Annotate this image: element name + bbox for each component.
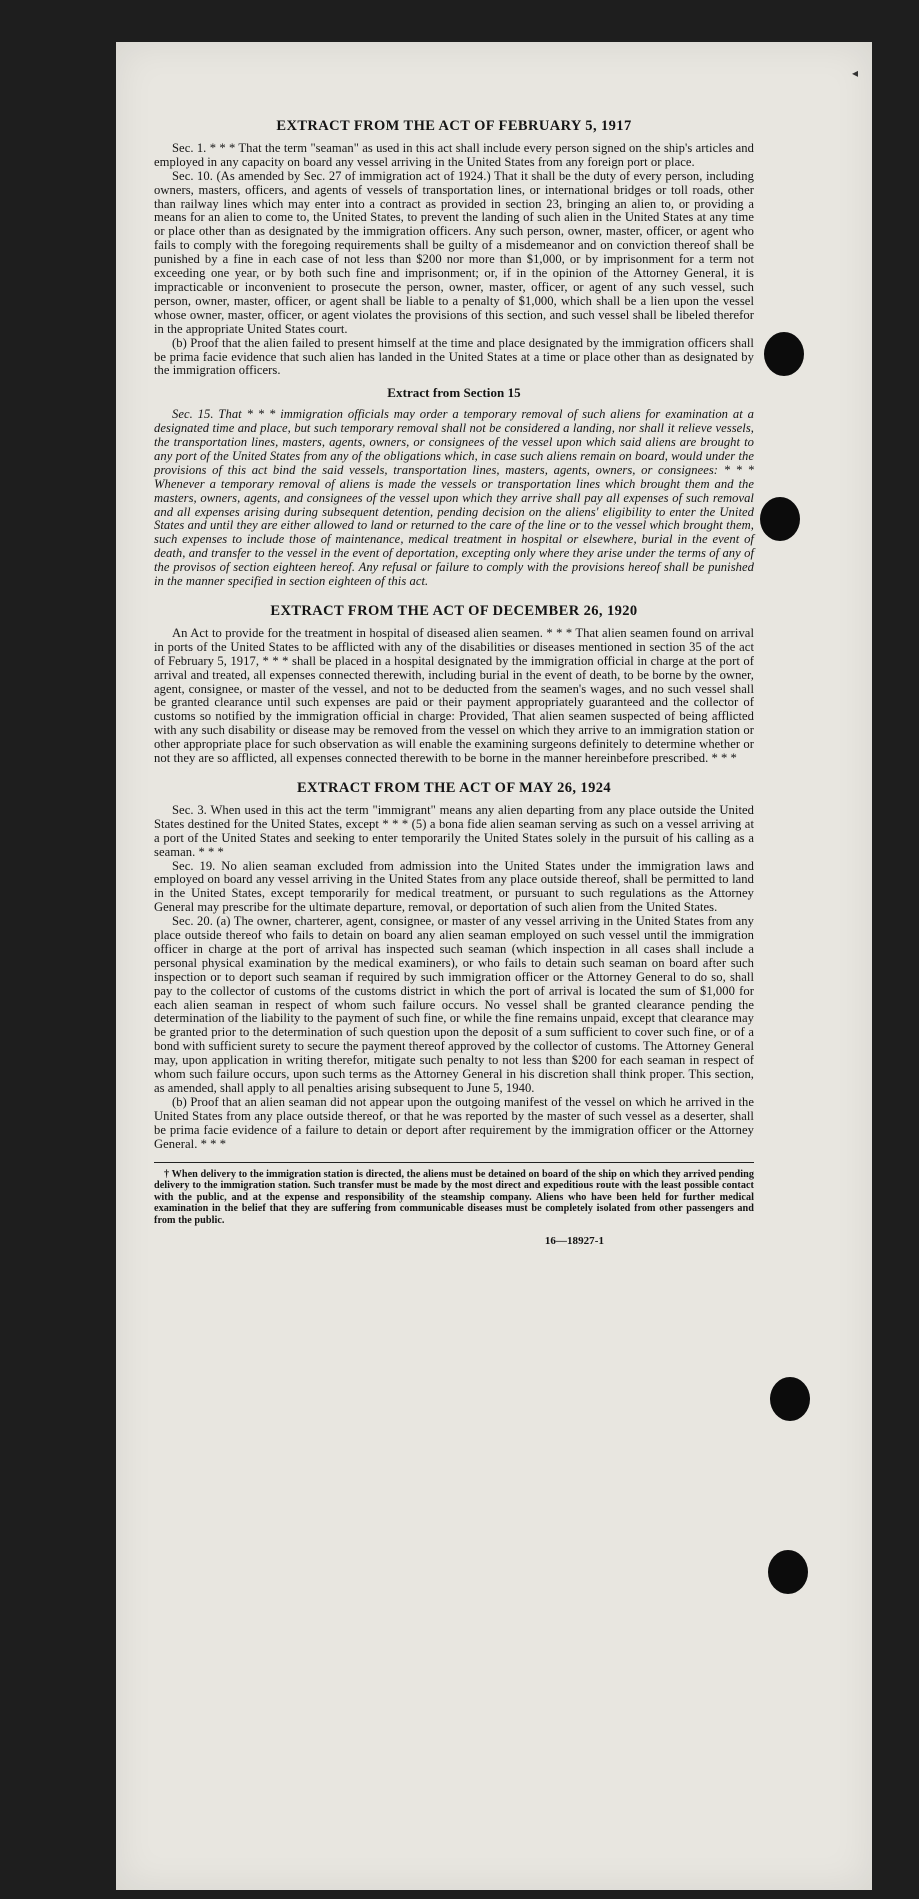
heading-act-1924: EXTRACT FROM THE ACT OF MAY 26, 1924	[296, 779, 612, 796]
footnote-text: † When delivery to the immigration station is directed, the aliens must be detained on board of the ship on which they arrived pending delivery to the immigration station. Such transfer must be made by the most direct and expeditious route with the least possible contact with the public, and at the expense and responsibility of the steamship company. Aliens who have been held for further medical examination in the belief that they are suffering from communicable diseases must be completely isolated from other passengers and from the public.	[154, 1168, 754, 1226]
footnote	[154, 1162, 754, 1227]
corner-mark: ◂	[851, 66, 858, 80]
form-number: 16—18927-1	[544, 1234, 604, 1247]
heading-act-1920: EXTRACT FROM THE ACT OF DECEMBER 26, 1920	[270, 603, 638, 619]
document-body	[154, 120, 754, 1248]
paragraph-sec-10b: (b) Proof that the alien failed to present himself at the time and place designated by the immigration officers shall be prima facie evidence that such alien has landed in the United States at a time or place other than as designated by the immigration officers.	[154, 335, 754, 378]
paragraph-act-1920: An Act to provide for the treatment in hospital of diseased alien seamen. * * * That alien seamen found on arrival in ports of the United States to be afflicted with any of the disabilities or diseases mentioned in section 35 of the act of February 5, 1917, * * * shall be placed in a hospital designated by the immigration official in charge at the port of arrival and treated, all expenses connected therewith, including burial in the event of death, to be borne by the owner, agent, consignee, or master of the vessel, and not to be deducted from the seamen's wages, and no such vessel shall be granted clearance until such expenses are paid or their payment appropriately guaranteed and the collector of customs so notified by the immigration official in charge: Provided, That alien seamen suspected of being afflicted with any such disability or disease may be removed from the vessel on which they arrive to an immigration station or other appropriate place for such observation as will enable the examining surgeons definitely to determine whether or not they are so afflicted, all expenses connected therewith to be borne in the manner hereinbefore prescribed. * * *	[154, 625, 754, 766]
paragraph-sec-10: Sec. 10. (As amended by Sec. 27 of immigration act of 1924.) That it shall be the duty of every person, including owners, masters, officers, and agents of vessels of transportation lines, or international bridges or toll roads, other than railway lines which may enter into a contract as provided in section 23, bringing an alien to, or providing a means for an alien to come to, the United States, to prevent the landing of such alien in the United States at any time or place other than as designated by the immigration officers. Any such person, owner, master, officer, or agent who fails to comply with the foregoing requirements shall be guilty of a misdemeanor and on conviction thereof shall be punished by a fine in each case of not less than $200 nor more than $1,000, or by imprisonment for a term not exceeding one year, or by both such fine and imprisonment; or, if in the opinion of the Attorney General, it is impracticable or inconvenient to prosecute the person, owner, master, officer, or agent of any such vessel, such person, owner, master, officer, or agent shall be liable to a penalty of $1,000, which shall be a lien upon the vessel whose owner, master, officer, or agent violates the provisions of this section, and such vessel shall be libeled therefor in the appropriate United States court.	[154, 168, 754, 336]
paragraph-sec-20b: (b) Proof that an alien seaman did not appear upon the outgoing manifest of the vessel on which he arrived in the United States from any place outside thereof, or that he was reported by the master of such vessel as a deserter, shall be prima facie evidence of a failure to detain or deport after requirement by the immigration officer or the Attorney General. * * *	[154, 1094, 754, 1151]
punch-hole	[770, 1377, 810, 1421]
paragraph-sec-3: Sec. 3. When used in this act the term "immigrant" means any alien departing from any place outside the United States destined for the United States, except * * * (5) a bona fide alien seaman serving as such on a vessel arriving at a port of the United States and seeking to enter temporarily the United States solely in the pursuit of his calling as a seaman. * * *	[154, 802, 754, 859]
heading-section-15: Extract from Section 15	[387, 385, 521, 401]
punch-hole	[764, 332, 804, 376]
punch-hole	[760, 497, 800, 541]
punch-hole	[768, 1550, 808, 1594]
document-page	[116, 42, 872, 1890]
paragraph-sec-15: Sec. 15. That * * * immigration officials may order a temporary removal of such aliens for examination at a designated time and place, but such temporary removal shall not be considered a landing, nor shall it relieve vessels, the transportation lines, masters, agents, owners, or consignees of the vessel upon which said aliens are brought to any port of the United States from any of the obligations which, in case such aliens remain on board, would under the provisions of this act bind the said vessels, transportation lines, masters, agents, owners, or consignees: * * * Whenever a temporary removal of aliens is made the vessels or transportation lines which brought them and the masters, owners, agents, and consignees of the vessel upon which they arrive shall pay all expenses of such removal and all expenses arising during subsequent detention, pending decision on the aliens' eligibility to enter the United States and until they are either allowed to land or returned to the care of the line or to the vessel which brought them, such expenses to include those of maintenance, medical treatment in hospital or elsewhere, burial in the event of death, and transfer to the vessel in the event of deportation, excepting only where they arise under the terms of any of the provisos of section eighteen hereof. Any refusal or failure to comply with the provisions hereof shall be punished in the manner specified in section eighteen of this act.	[154, 407, 754, 589]
heading-act-1917: EXTRACT FROM THE ACT OF FEBRUARY 5, 1917	[276, 118, 632, 134]
paragraph-sec-19: Sec. 19. No alien seaman excluded from admission into the United States under the immigration laws and employed on board any vessel arriving in the United States from any place outside thereof, shall be permitted to land in the United States, except temporarily for medical treatment, or pursuant to such regulations as the Attorney General may prescribe for the ultimate departure, removal, or deportation of such alien from the United States.	[154, 858, 754, 915]
paragraph-sec-1: Sec. 1. * * * That the term "seaman" as used in this act shall include every person signed on the ship's articles and employed in any capacity on board any vessel arriving in the United States from any foreign port or place.	[154, 140, 754, 169]
paragraph-sec-20a: Sec. 20. (a) The owner, charterer, agent, consignee, or master of any vessel arriving in the United States from any place outside thereof who fails to detain on board any alien seaman employed on such vessel until the immigration officer in charge at the port of arrival has inspected such seaman (which inspection in all cases shall include a personal physical examination by the medical examiners), or who fails to detain such seaman on board after such inspection or to deport such seaman if required by such immigration officer or the Attorney General to do so, shall pay to the collector of customs of the customs district in which the port of arrival is located the sum of $1,000 for each alien seaman in respect of whom such failure occurs. No vessel shall be granted clearance pending the determination of the liability to the payment of such fine, or while the fine remains unpaid, except that clearance may be granted prior to the determination of such question upon the deposit of a sum sufficient to cover such fine, or of a bond with sufficient surety to secure the payment thereof approved by the collector of customs. The Attorney General may, upon application in writing therefor, mitigate such penalty to not less than $200 for each seaman in respect of whom such failure occurs, upon such terms as the Attorney General in his discretion shall think proper. This section, as amended, shall apply to all penalties arising subsequent to June 5, 1940.	[154, 914, 754, 1095]
